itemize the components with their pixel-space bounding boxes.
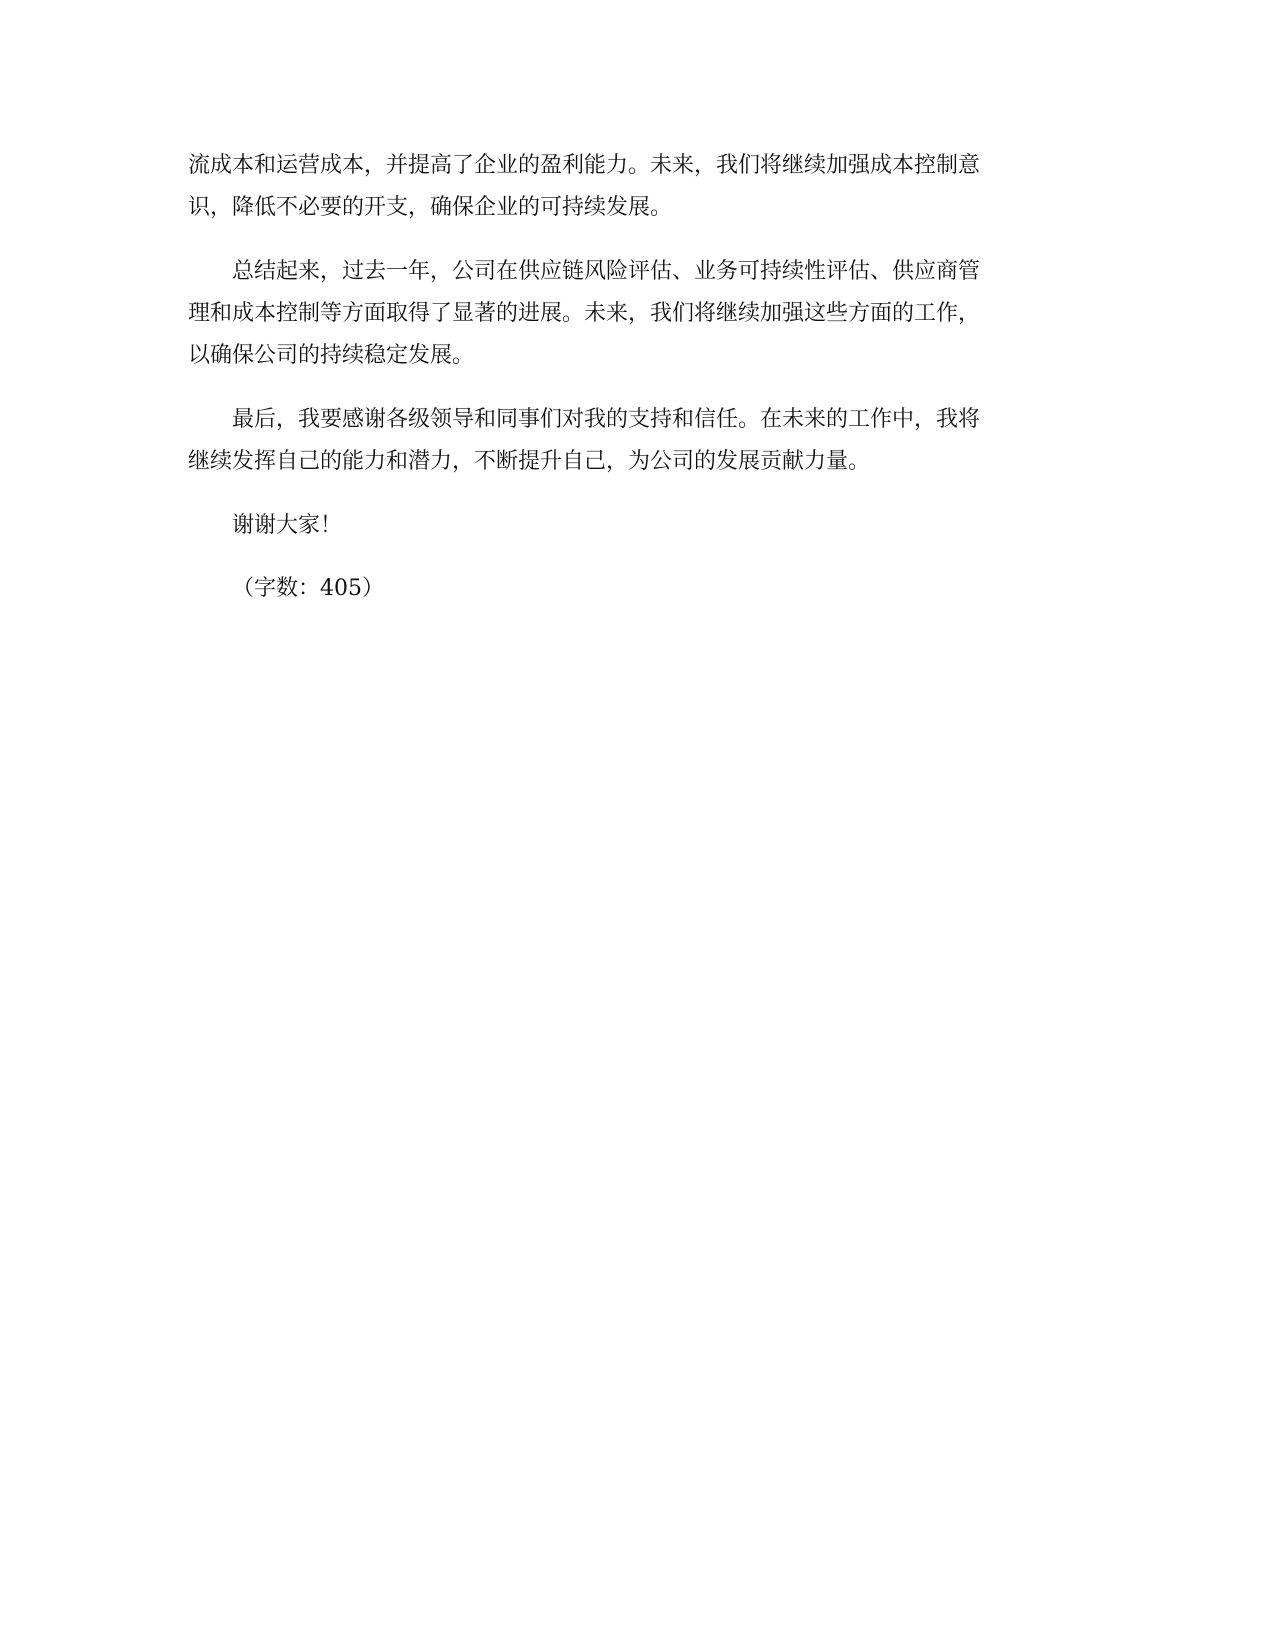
document-body [188,145,1088,632]
paragraph-cost-control [188,145,1088,229]
text-line: 总结起来，过去一年，公司在供应链风险评估、业务可持续性评估、供应商管 [232,259,981,284]
text-line: 最后，我要感谢各级领导和同事们对我的支持和信任。在未来的工作中，我将 [232,407,981,432]
word-count-note [188,568,1088,610]
text-line: 识，降低不必要的开支，确保企业的可持续发展。 [188,195,673,220]
text-line: 以确保公司的持续稳定发展。 [188,343,475,368]
text-line: 继续发挥自己的能力和潜力，不断提升自己，为公司的发展贡献力量。 [188,449,871,474]
paragraph-summary [188,251,1088,377]
text-line: 流成本和运营成本，并提高了企业的盈利能力。未来，我们将继续加强成本控制意 [188,153,981,178]
text-line: 谢谢大家！ [232,513,343,538]
text-line: （字数：405） [232,576,384,601]
text-line: 理和成本控制等方面取得了显著的进展。未来，我们将继续加强这些方面的工作， [188,301,981,326]
paragraph-thanks [188,399,1088,483]
paragraph-closing [188,505,1088,547]
